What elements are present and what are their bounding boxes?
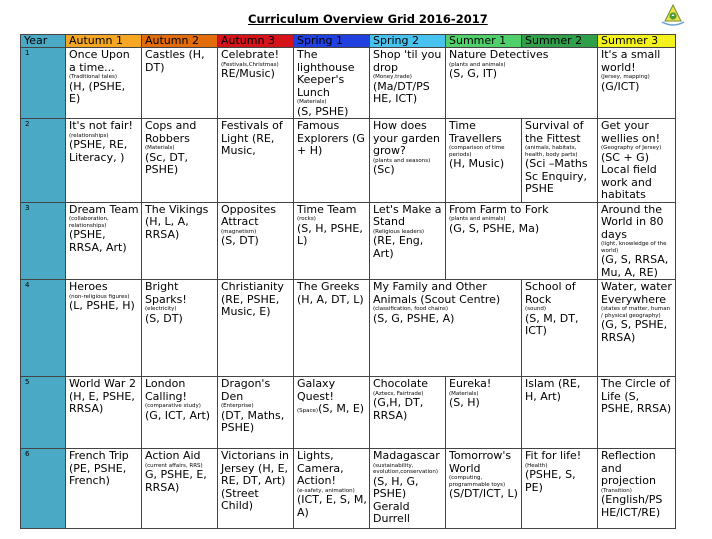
topic-cell — [370, 280, 522, 377]
topic-subjects: (RE, Eng, Art) — [373, 234, 424, 260]
topic-subjects: (Sci –Maths Sc Enquiry, PSHE — [525, 157, 588, 195]
topic-cell — [294, 280, 370, 377]
topic-subtitle: (plants and animals) — [449, 61, 506, 68]
topic-title: Time Travellers — [449, 119, 502, 145]
topic-subjects: (Ma/DT/PS HE, ICT) — [373, 79, 430, 105]
topic-title: Famous Explorers (G + H) — [297, 119, 365, 157]
topic-title: World War 2 (H, E, PSHE, RRSA) — [69, 377, 136, 415]
topic-subjects: (S, G, PSHE, A) — [373, 311, 455, 325]
topic-title: Fit for life! — [525, 449, 582, 462]
topic-subtitle: (electricity) — [145, 306, 177, 312]
topic-cell — [598, 449, 676, 529]
topic-cell — [142, 119, 218, 203]
topic-subtitle: (Materials) — [297, 99, 327, 105]
year-cell: 1 — [21, 48, 66, 119]
topic-subjects: (H, (PSHE, E) — [69, 79, 126, 105]
topic-subtitle: (sound) — [525, 306, 546, 312]
column-header-spring-2: Spring 2 — [370, 35, 446, 48]
topic-subtitle: (Materials) — [449, 390, 479, 397]
topic-subjects: (H, Music) — [449, 157, 505, 170]
topic-subtitle: (Traditional tales) — [69, 74, 117, 80]
column-header-spring-1: Spring 1 — [294, 35, 370, 48]
topic-subjects: (SC + G) Local field work and habitats — [601, 150, 657, 201]
topic-title: Time Team — [297, 202, 357, 216]
topic-subtitle: (current affairs, RRS) — [145, 462, 203, 469]
topic-title: Tomorrow's World — [449, 449, 512, 475]
topic-subtitle: (states of matter, human / physical geography) — [601, 306, 671, 319]
column-header-summer-1: Summer 1 — [446, 35, 522, 48]
topic-title: London Calling! — [145, 377, 187, 403]
topic-title: The Vikings (H, L, A, RRSA) — [145, 202, 209, 241]
topic-cell — [66, 202, 142, 280]
topic-subtitle: (Festivals,Christmas) — [221, 61, 279, 68]
topic-subjects: (PSHE, S, PE) — [525, 468, 576, 494]
topic-subtitle: (light, knowledge of the world) — [601, 241, 667, 254]
topic-cell — [218, 48, 294, 119]
topic-cell — [218, 119, 294, 203]
topic-subjects: (DT, Maths, PSHE) — [221, 408, 285, 434]
topic-cell — [370, 48, 446, 119]
topic-subjects: RE/Music) — [221, 67, 275, 80]
topic-cell — [598, 202, 676, 280]
column-header-autumn-2: Autumn 2 — [142, 35, 218, 48]
school-crest-icon — [658, 2, 688, 26]
topic-subtitle: (rocks) — [297, 216, 316, 222]
topic-cell — [142, 202, 218, 280]
topic-title: Bright Sparks! — [145, 280, 187, 306]
topic-subjects: (S, DT) — [145, 311, 183, 325]
topic-title: Cops and Robbers — [145, 119, 197, 145]
topic-cell — [142, 377, 218, 449]
topic-cell — [522, 280, 598, 377]
topic-cell — [294, 377, 370, 449]
topic-cell — [446, 377, 522, 449]
year-cell: 4 — [21, 280, 66, 377]
topic-subtitle: (classification, food chains) — [373, 306, 449, 312]
topic-subjects: (L, PSHE, H) — [69, 299, 135, 312]
topic-subtitle: (Health) — [525, 462, 548, 469]
topic-title: Shop 'til you drop — [373, 48, 442, 74]
topic-title: Eureka! — [449, 377, 492, 390]
topic-subjects: (Sc) — [373, 163, 395, 176]
table-row — [21, 119, 676, 203]
page-title: Curriculum Overview Grid 2016-2017 — [248, 12, 488, 26]
topic-subjects: (PSHE, RRSA, Art) — [69, 228, 127, 254]
topic-cell — [142, 280, 218, 377]
column-header-summer-3: Summer 3 — [598, 35, 676, 48]
topic-cell — [598, 377, 676, 449]
topic-subjects: (S, H, PSHE, L) — [297, 221, 363, 247]
table-row — [21, 377, 676, 449]
topic-subjects: (Sc, DT, PSHE) — [145, 150, 189, 176]
table-row — [21, 202, 676, 280]
topic-title: Celebrate! — [221, 48, 280, 61]
topic-subtitle: (Aztecs, Fairtrade) — [373, 390, 424, 397]
topic-title: Islam (RE, H, Art) — [525, 377, 581, 403]
topic-subtitle: (plants and animals) — [449, 216, 506, 222]
topic-title: Opposites Attract — [221, 202, 276, 228]
topic-cell — [218, 280, 294, 377]
topic-cell — [446, 48, 598, 119]
topic-subjects: (S/DT/ICT, L) — [449, 487, 518, 500]
topic-title: Christianity (RE, PSHE, Music, E) — [221, 280, 284, 318]
topic-cell — [370, 377, 446, 449]
header-row — [21, 35, 676, 48]
topic-cell — [66, 280, 142, 377]
topic-subtitle: (Money,trade) — [373, 74, 412, 80]
column-header-summer-2: Summer 2 — [522, 35, 598, 48]
topic-cell — [522, 377, 598, 449]
topic-title: It's a small world! — [601, 48, 661, 74]
topic-title: Castles (H, DT) — [145, 48, 205, 74]
topic-cell — [598, 280, 676, 377]
year-cell: 5 — [21, 377, 66, 449]
topic-cell — [446, 449, 522, 529]
topic-cell — [218, 377, 294, 449]
table-row — [21, 449, 676, 529]
table-row — [21, 48, 676, 119]
topic-subtitle: (comparison of time periods) — [449, 145, 505, 158]
topic-title: The Greeks (H, A, DT, L) — [297, 280, 364, 306]
topic-cell — [142, 48, 218, 119]
topic-subjects: (S, M, DT, ICT) — [525, 311, 579, 337]
topic-cell — [218, 202, 294, 280]
topic-subjects: (S, G, IT) — [449, 67, 498, 80]
topic-cell — [66, 449, 142, 529]
topic-title: Action Aid — [145, 449, 201, 462]
topic-subjects: (ICT, E, S, M, A) — [297, 493, 367, 519]
topic-title: Reflection and projection — [601, 449, 656, 487]
topic-title: Survival of the Fittest — [525, 119, 584, 145]
topic-subtitle: (sustainability, evolution,conservation) — [373, 462, 438, 475]
topic-title: Nature Detectives — [449, 48, 549, 61]
topic-title: Festivals of Light (RE, Music, — [221, 119, 283, 157]
topic-subjects: (G/ICT) — [601, 79, 640, 93]
topic-cell — [370, 202, 446, 280]
topic-subjects: (S, M, E) — [318, 402, 365, 415]
topic-cell — [66, 119, 142, 203]
topic-title: Dragon's Den — [221, 377, 271, 403]
topic-cell — [370, 449, 446, 529]
topic-title: Let's Make a Stand — [373, 202, 442, 228]
topic-subjects: (S, H) — [449, 396, 480, 409]
topic-cell — [446, 119, 522, 203]
topic-cell — [446, 202, 598, 280]
topic-cell — [218, 449, 294, 529]
topic-subtitle: (e-safety, animation) — [297, 487, 355, 494]
column-header-autumn-3: Autumn 3 — [218, 35, 294, 48]
topic-title: It's not fair! — [69, 119, 133, 132]
topic-cell — [522, 119, 598, 203]
topic-cell — [294, 119, 370, 203]
topic-title: How does your garden grow? — [373, 119, 441, 157]
topic-subtitle: (Jersey, mapping) — [601, 74, 650, 80]
topic-cell — [142, 449, 218, 529]
topic-cell — [294, 48, 370, 119]
topic-title: School of Rock — [525, 280, 576, 306]
topic-subtitle: (relationships) — [69, 132, 109, 139]
topic-subtitle: (Religious leaders) — [373, 228, 425, 235]
table-row — [21, 280, 676, 377]
topic-subtitle: (Materials) — [145, 145, 175, 151]
topic-subjects: (S, H, G, PSHE) Gerald Durrell — [373, 474, 419, 525]
topic-title: Madagascar — [373, 449, 440, 462]
topic-subtitle: (plants and seasons) — [373, 157, 431, 164]
column-header-autumn-1: Autumn 1 — [66, 35, 142, 48]
topic-subtitle: (Geography of Jersey) — [601, 145, 662, 151]
topic-cell — [294, 202, 370, 280]
topic-title: Around the World in 80 days — [601, 202, 664, 241]
topic-subjects: (PSHE, RE, Literacy, ) — [69, 138, 128, 164]
curriculum-grid — [20, 34, 676, 529]
topic-title: Lights, Camera, Action! — [297, 449, 344, 487]
topic-cell — [370, 119, 446, 203]
topic-title: My Family and Other Animals (Scout Centre) — [373, 280, 501, 306]
topic-subtitle: (animals, habitats, health, body parts) — [525, 145, 578, 158]
topic-subjects: (G, S, RRSA, Mu, A, RE) — [601, 253, 669, 279]
topic-title: Dream Team — [69, 202, 139, 216]
topic-subjects: (English/PS HE/ICT/RE) — [601, 493, 663, 519]
year-cell: 3 — [21, 202, 66, 280]
topic-title: The Circle of Life (S, PSHE, RRSA) — [601, 377, 672, 415]
topic-subtitle: (Transition) — [601, 487, 632, 494]
topic-title: The lighthouse Keeper's Lunch — [297, 48, 355, 99]
topic-subtitle: (magnetism) — [221, 228, 257, 235]
topic-title: Victorians in Jersey (H, E, RE, DT, Art) (Street Child) — [221, 449, 289, 512]
topic-subjects: G, PSHE, E, RRSA) — [145, 468, 207, 494]
topic-cell — [66, 377, 142, 449]
column-header-year: Year — [21, 35, 66, 48]
topic-title: From Farm to Fork — [449, 202, 549, 216]
topic-subtitle: (Enterprise) — [221, 403, 254, 409]
topic-title: French Trip (PE, PSHE, French) — [69, 449, 129, 487]
topic-cell — [522, 449, 598, 529]
topic-title: Chocolate — [373, 377, 429, 390]
year-cell: 2 — [21, 119, 66, 203]
topic-cell — [294, 449, 370, 529]
topic-title: Heroes — [69, 280, 108, 293]
topic-subjects: (G, S, PSHE, Ma) — [449, 221, 540, 235]
topic-subjects: (G,H, DT, RRSA) — [373, 396, 424, 422]
topic-title: Get your wellies on! — [601, 119, 661, 145]
year-cell: 6 — [21, 449, 66, 529]
topic-cell — [598, 48, 676, 119]
topic-subjects: (S, DT) — [221, 234, 259, 247]
topic-subtitle: (non-religious figures) — [69, 293, 130, 300]
topic-subjects: (G, S, PSHE, RRSA) — [601, 318, 668, 344]
topic-subtitle: (computing, programmable toys) — [449, 475, 506, 488]
topic-cell — [66, 48, 142, 119]
topic-subjects: (G, ICT, Art) — [145, 408, 211, 422]
topic-title: Once Upon a time... — [69, 48, 130, 74]
topic-cell — [598, 119, 676, 203]
topic-subtitle: (collaboration, relationships) — [69, 216, 109, 229]
topic-title: Water, water Everywhere — [601, 280, 672, 306]
topic-subtitle: (comparative study) — [145, 403, 201, 409]
topic-subjects: (S, PSHE) — [297, 104, 349, 118]
topic-subtitle: (Space) — [297, 408, 319, 414]
topic-title: Galaxy Quest! — [297, 377, 336, 403]
